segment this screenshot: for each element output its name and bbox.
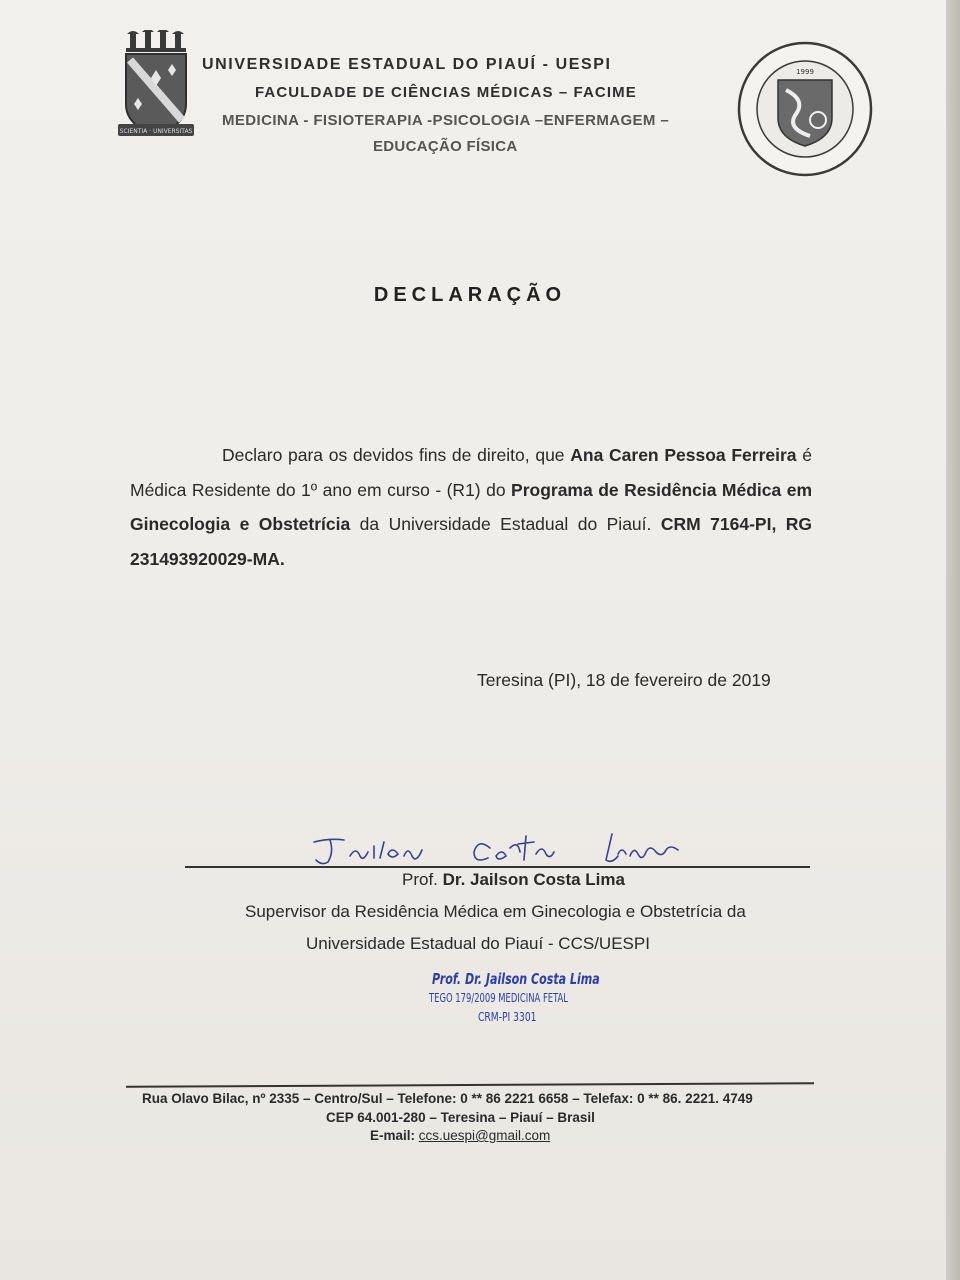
stamp-crm: CRM-PI 3301 xyxy=(478,1010,537,1024)
faculty-name: FACULDADE DE CIÊNCIAS MÉDICAS – FACIME xyxy=(255,84,637,101)
courses-line-2: EDUCAÇÃO FÍSICA xyxy=(373,138,518,155)
facime-seal-logo xyxy=(736,40,874,178)
svg-text:1999: 1999 xyxy=(796,68,814,76)
signatory-role-line-1: Supervisor da Residência Médica em Ginecologia e Obstetrícia da xyxy=(245,902,746,921)
university-name: UNIVERSIDADE ESTADUAL DO PIAUÍ - UESPI xyxy=(202,56,612,73)
footer-cep: CEP 64.001-280 – Teresina – Piauí – Brasil xyxy=(326,1110,595,1125)
place-and-date: Teresina (PI), 18 de fevereiro de 2019 xyxy=(477,670,771,690)
courses-line-1: MEDICINA - FISIOTERAPIA -PSICOLOGIA –ENFERMAGEM – xyxy=(222,112,670,129)
signatory-name: Prof. Dr. Jailson Costa Lima xyxy=(402,870,625,889)
email-link[interactable]: ccs.uespi@gmail.com xyxy=(418,1128,551,1143)
registration-ids: CRM 7164-PI, RG 231493920029-MA. xyxy=(130,514,813,569)
resident-name: Ana Caren Pessoa Ferreira xyxy=(570,445,797,465)
document-title: DECLARAÇÃO xyxy=(373,284,567,306)
handwritten-signature xyxy=(300,822,700,870)
university-crest-logo xyxy=(118,30,194,142)
stamp-specialty: TEGO 179/2009 MEDICINA FETAL xyxy=(429,991,568,1005)
signatory-role-line-2: Universidade Estadual do Piauí - CCS/UESPI xyxy=(306,934,650,953)
declaration-paragraph: Declaro para os devidos fins de direito, que Ana Caren Pessoa Ferreira é Médica Residente do 1º ano em curso - (R1) do Programa de Residência Médica em Ginecologia e Obstetrícia da Universidade Estadual do Piauí. CRM 7164-PI, RG 231493920029-MA. xyxy=(130,445,813,569)
stamp-name: Prof. Dr. Jailson Costa Lima xyxy=(432,970,600,988)
footer-address: Rua Olavo Bilac, nº 2335 – Centro/Sul – Telefone: 0 ** 86 2221 6658 – Telefax: 0 ** 86. 2221. 4749 xyxy=(142,1091,753,1106)
program-name: Programa de Residência Médica em Ginecologia e Obstetrícia xyxy=(130,479,813,534)
page-edge-shadow xyxy=(946,0,960,1280)
footer-divider xyxy=(126,1082,814,1088)
signature-line xyxy=(185,866,810,868)
svg-text:SCIENTIA · UNIVERSITAS: SCIENTIA · UNIVERSITAS xyxy=(119,128,193,135)
footer-email: E-mail: ccs.uespi@gmail.com xyxy=(370,1128,551,1143)
